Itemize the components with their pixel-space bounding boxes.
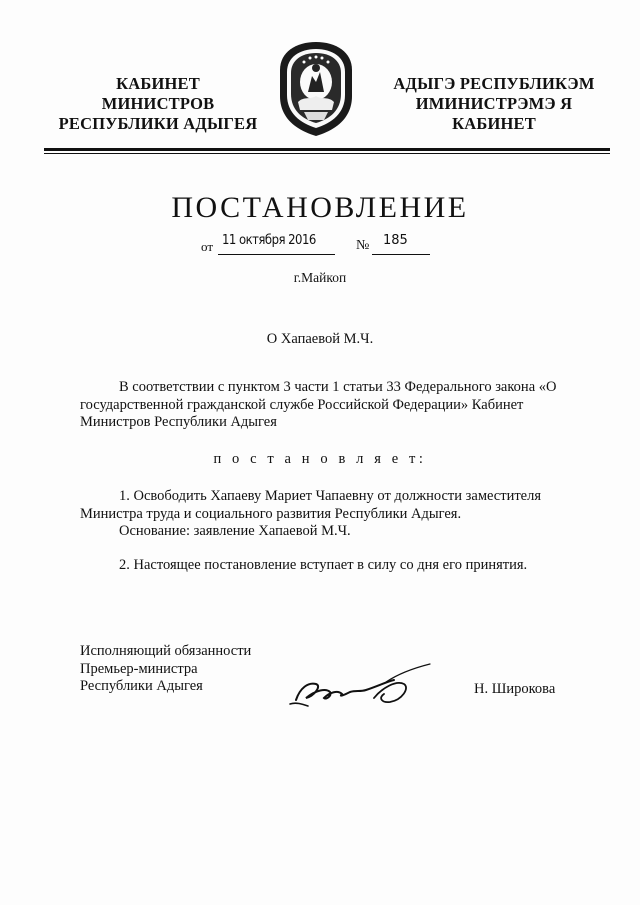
number-prefix: № <box>356 238 370 253</box>
header-left-line-2: РЕСПУБЛИКИ АДЫГЕЯ <box>58 114 258 133</box>
signatory-title-line-2: Премьер-министра <box>80 660 198 677</box>
header-right-line-2: ИМИНИСТРЭМЭ Я КАБИНЕТ <box>415 94 573 133</box>
signatory-title-line-1: Исполняющий обязанности <box>80 643 252 659</box>
header-divider-thick <box>44 148 610 151</box>
header-right-line-1: АДЫГЭ РЕСПУБЛИКЭМ <box>393 74 595 93</box>
number-underline <box>372 254 430 255</box>
date-value: 11 октября 2016 <box>222 233 316 248</box>
document-number: 185 <box>383 233 408 248</box>
coat-of-arms-icon <box>274 38 358 138</box>
signer-name: Н. Широкова <box>474 681 556 697</box>
item-1 <box>80 488 580 523</box>
item-1-text: 1. Освободить Хапаеву Мариет Чапаевну от должности заместителя Министра труда и социального развития Республики Адыгея. <box>80 488 542 522</box>
signatory-title-line-3: Республики Адыгея <box>80 678 203 694</box>
preamble-paragraph <box>80 379 580 432</box>
basis-line: Основание: заявление Хапаевой М.Ч. <box>119 523 351 539</box>
header-right-title <box>383 74 605 134</box>
document-title: ПОСТАНОВЛЕНИЕ <box>171 191 469 224</box>
header-left-title <box>58 74 258 134</box>
resolves-heading: п о с т а н о в л я е т: <box>213 451 427 467</box>
subject: О Хапаевой М.Ч. <box>266 331 374 347</box>
header-left-line-1: КАБИНЕТ МИНИСТРОВ <box>101 74 215 113</box>
handwritten-signature <box>286 660 436 720</box>
signatory-title <box>80 643 251 696</box>
city: г.Майкоп <box>293 270 347 285</box>
header-divider-thin <box>44 153 610 154</box>
preamble-text: В соответствии с пунктом 3 части 1 статьи 33 Федерального закона «О государственной гражданской службе Российской Федерации» Кабинет Министров Республики Адыгея <box>80 379 557 430</box>
date-underline <box>218 254 335 255</box>
item-2: 2. Настоящее постановление вступает в силу со дня его принятия. <box>119 557 528 573</box>
date-prefix: от <box>201 239 214 254</box>
